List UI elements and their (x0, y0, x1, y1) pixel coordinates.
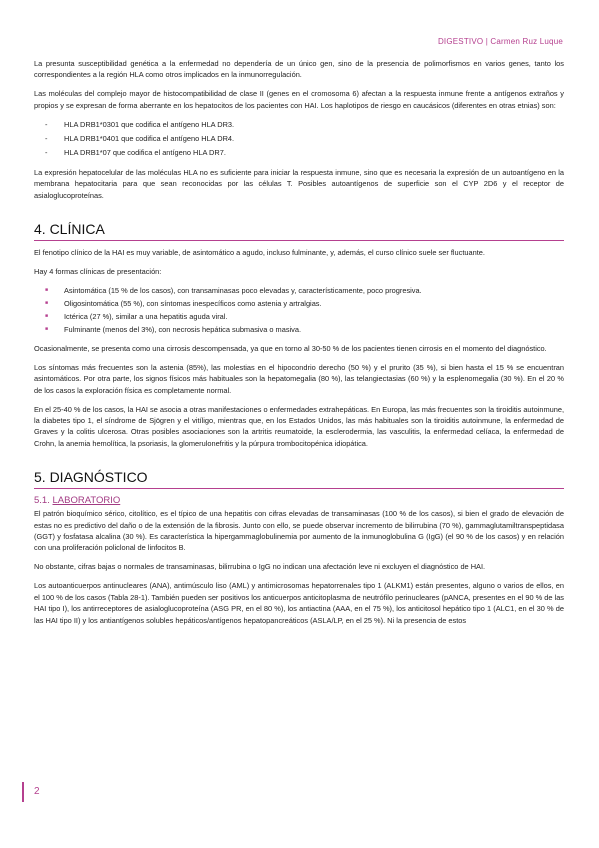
section-heading-clinica: 4. CLÍNICA (34, 221, 564, 241)
paragraph: La presunta susceptibilidad genética a la enfermedad no dependería de un único gen, sino de la presencia de polimorfismos en varios genes, tanto los correspondientes a la región HLA como otros implicados en la inmunorregulación. (34, 59, 564, 80)
paragraph: No obstante, cifras bajas o normales de transaminasas, bilirrubina o IgG no indican una afectación leve ni excluyen el diagnóstico de HAI. (34, 562, 486, 572)
page-number: 2 (22, 782, 40, 802)
subsection-heading (34, 495, 564, 507)
page-content (34, 58, 564, 633)
list-item: ■ Ictérica (27 %), similar a una hepatitis aguda viral. (34, 311, 564, 322)
list-item: ■ Fulminante (menos del 3%), con necrosis hepática submasiva o masiva. (34, 324, 564, 335)
paragraph: Ocasionalmente, se presenta como una cirrosis descompensada, ya que en torno al 30-50 % de los pacientes tienen cirrosis en el momento del diagnóstico. (34, 344, 547, 353)
paragraph: El patrón bioquímico sérico, citolítico, es el típico de una hepatitis con cifras elevadas de transaminasas (100 % de los casos), si bien el grado de elevación de estas no es predictivo del daño o de la extensión de la fibrosis. Junto con ello, se puede observar incremento de bilirrubina (70 %), gammaglutamiltranspeptidasa (GGT) y fosfatasa alcalina (30 %). Es característica la hipergammaglobulinemia por aumento de la inmunoglobulina G (IgG) (el 90 % de los casos) y en relación con una proliferación policlonal de linfocitos B. (34, 509, 564, 553)
subsection-title: LABORATORIO (52, 495, 121, 507)
list-item: ■ Oligosintomática (55 %), con síntomas inespecíficos como astenia y artralgias. (34, 298, 564, 309)
paragraph: Hay 4 formas clínicas de presentación: (34, 266, 162, 276)
paragraph: En el 25-40 % de los casos, la HAI se asocia a otras manifestaciones o enfermedades extrahepáticas. En Europa, las más frecuentes son la tiroiditis autoinmune, la diabetes tipo 1, el síndrome de Sjögren y el vitíligo, mientras que, en los Estados Unidos, las más habituales son la tiroiditis autoinmune, la enfermedad de Graves y la colitis ulcerosa. Otras posibles asociaciones son la artritis reumatoide, la esclerodermia, las vasculitis, la enfermedad celíaca, la enfermedad de Crohn, la anemia hemolítica, la psoriasis, la glomerulonefritis y la púrpura trombocitopénica idiopática. (34, 404, 564, 448)
running-header: DIGESTIVO | Carmen Ruz Luque (437, 37, 563, 46)
paragraph: Los autoanticuerpos antinucleares (ANA), antimúsculo liso (AML) y antimicrosomas hepatorrenales tipo 1 (ALKM1) están presentes, alguno o varios de ellos, en el 100 % de los casos (Tabla 28-1). También pueden ser positivos los anticuerpos anticitoplasma de neutrófilo perinucleares (pANCA, presentes en el 90 % de las HAI tipo I), los antirreceptores de asialoglucoproteína (ASG PR, en el 80 %), los antiactina (AAA, en el 75 %), los anticitosol hepático tipo 1 (ALC1, en el 30 % de las HAI tipo II) y los antiantígenos solubles hepáticos/antígenos hepatopancreáticos (ASLA/LP, en el 25 %). Ni la presencia de estos (34, 581, 564, 625)
section-heading-diagnostico: 5. DIAGNÓSTICO (34, 469, 564, 489)
clinical-forms-list (34, 285, 564, 335)
paragraph: La expresión hepatocelular de las moléculas HLA no es suficiente para iniciar la respuesta inmune, sino que es necesaria la expresión de un autoantígeno en la membrana hepatocitaria para que sean reconocidas por las células T. Posibles autoantígenos de superficie son el CYP 2D6 y el receptor de asialoglucoproteínas. (34, 167, 564, 200)
list-item: ■ Asintomática (15 % de los casos), con transaminasas poco elevadas y, característicamente, poco progresiva. (34, 285, 564, 296)
paragraph: Las moléculas del complejo mayor de histocompatibilidad de clase II (genes en el cromosoma 6) afectan a la respuesta inmune frente a antígenos extraños y propios y se expresan de forma aberrante en los hepatocitos de los pacientes con HAI. Los haplotipos de riesgo en caucásicos (diferentes en otras etnias) son: (34, 89, 564, 110)
paragraph: Los síntomas más frecuentes son la astenia (85%), las molestias en el hipocondrio derecho (50 %) y el prurito (35 %), si bien hasta el 15 % se encuentran asintomáticos. Por otra parte, los signos físicos más habituales son la hepatomegalia (80 %), las telangiectasias (60 %) y la esplenomegalia (30 %). En el 20 % de los casos la exploración física es completamente normal. (34, 362, 564, 395)
haplotype-list (34, 119, 564, 159)
list-item: - HLA DRB1*0401 que codifica el antígeno HLA DR4. (34, 133, 564, 144)
list-item: - HLA DRB1*0301 que codifica el antígeno HLA DR3. (34, 119, 564, 130)
list-item: - HLA DRB1*07 que codifica el antígeno HLA DR7. (34, 147, 564, 158)
paragraph: El fenotipo clínico de la HAI es muy variable, de asintomático a agudo, incluso fulminante, y, además, el curso clínico suele ser fluctuante. (34, 248, 485, 258)
subsection-number: 5.1. (34, 495, 50, 507)
